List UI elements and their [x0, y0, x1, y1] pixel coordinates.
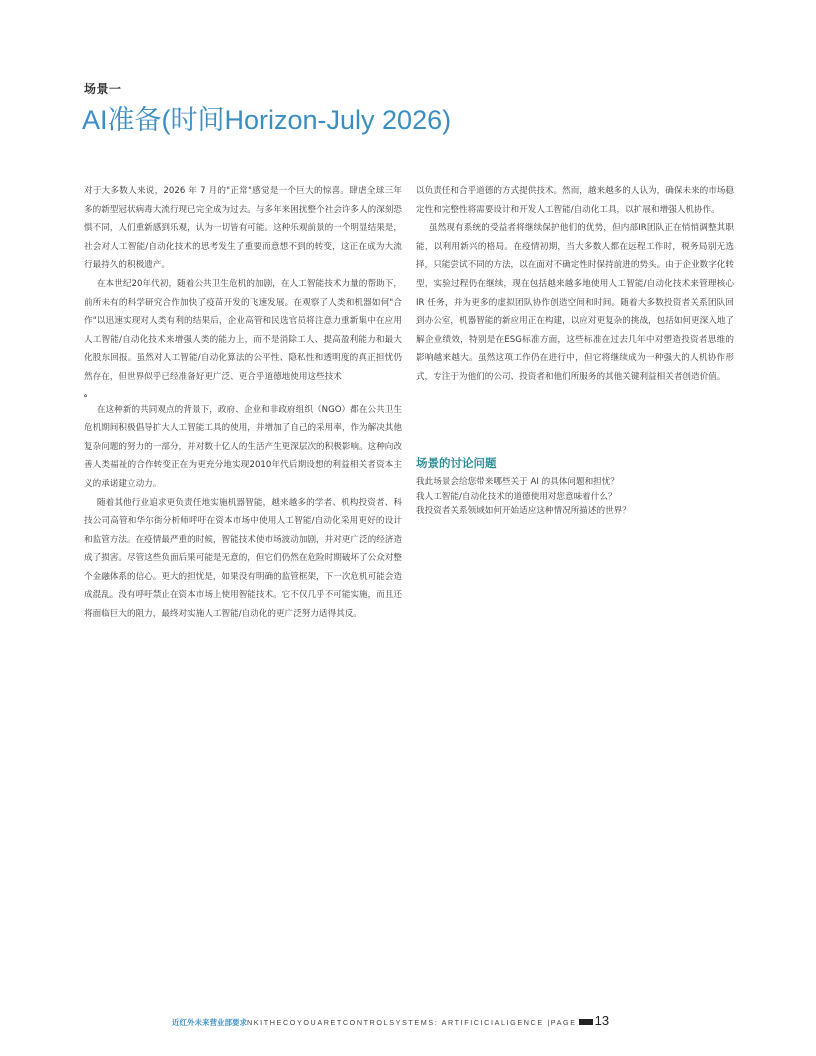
question-item: 我投资者关系领域如何开始适应这种情况所描述的世界？ [416, 506, 631, 517]
paragraph: 对于大多数人来说，2026 年 7 月的"正常"感觉是一个巨大的惊喜。肆虐全球三年多的新型冠状病毒大流行现已完全成为过去。与多年来困扰整个社会许多人的深刻恐惧不同，人们重新感到乐观，认为一切皆有可能。这种乐观前景的一个明显结果是，社会对人工智能/自动化技术的思考发生了重要而意想不到的转变，这正在成为大流行最持久的积极遗产。 [84, 186, 402, 271]
page-footer [172, 1010, 652, 1028]
discussion-heading: 场景的讨论问题 [416, 456, 497, 470]
paragraph: 在这种新的共同观点的背景下，政府、企业和非政府组织（NGO）都在公共卫生危机期间积极倡导扩大人工智能工具的使用，并增加了自己的采用率，作为解决其他复杂问题的努力的一部分，并对数十亿人的生活产生更深层次的积极影响。这种向改善人类福祉的合作转变正在为更充分地实现2010年代后期设想的利益相关者资本主义的承诺建立动力。 [84, 404, 402, 489]
question-item: 我人工智能/自动化技术的道德使用对您意味着什么？ [416, 491, 617, 502]
paragraph: 虽然现有系统的受益者将继续保护他们的优势，但内部IR团队正在悄悄调整其职能，以利用新兴的格局。在疫情初期，当大多数人都在远程工作时，税务局别无选择，只能尝试不同的方法，以在面对不确定性时保持前进的势头。由于企业数字化转型，实验过程仍在继续，现在包括越来越多地使用人工智能/自动化技术来管理核心 IR 任务，并为更多的虚拟团队协作创造空间和时间。随着大多数投资者关系团队回到办公室，机器智能的新应用正在构建，以应对更复杂的挑战，包括如何更深入地了解企业绩效，特别是在ESG标准方面，这些标准在过去几年中对塑造投资者思维的影响越来越大。虽然这项工作仍在进行中，但它将继续成为一种强大的人机协作形式，专注于为他们的公司、投资者和他们所服务的其他关键利益相关者创造价值。 [416, 223, 734, 382]
right-column [416, 182, 734, 387]
footer-en-text: NKITHECOYOUARETCONTROLSYSTEMS: ARTIFICICIALIGENCE |PAGE [247, 1018, 577, 1027]
discussion-questions [416, 455, 736, 519]
question-item: 我此场景会给您带来哪些关于 AI 的具体问题和担忧？ [416, 477, 619, 487]
left-column [84, 182, 402, 624]
scenario-kicker: 场景一 [84, 82, 122, 96]
paragraph: 在本世纪20年代初，随着公共卫生危机的加剧，在人工智能技术力量的帮助下，前所未有的科学研究合作加快了疫苗开发的飞速发展。在观察了人类和机器如何"合作"以迅速实现对人类有利的结果后，企业高管和民选官员将注意力重新集中在应用人工智能/自动化技术来增强人类的能力上，而不是消除工人、提高盈利能力和最大化股东回报。虽然对人工智能/自动化算法的公平性、隐私性和透明度的真正担忧仍然存在，但世界似乎已经准备好更广泛、更合乎道德地使用这些技术 [84, 278, 402, 382]
paragraph: 以负责任和合乎道德的方式提供技术。然而，越来越多的人认为，确保未来的市场稳定性和完整性将需要设计和开发人工智能/自动化工具，以扩展和增强人机协作。 [416, 186, 734, 215]
footer-cn-text: 近红外未来营业部要求 [172, 1018, 247, 1027]
paragraph: 随着其他行业追求更负责任地实施机器智能，越来越多的学者、机构投资者、科技公司高管和华尔街分析师呼吁在资本市场中使用人工智能/自动化采用更好的设计和监管方法。在疫情最严重的时候，智能技术使市场波动加剧，并对更广泛的经济造成了损害。尽管这些负面后果可能是无意的，但它们仍然在危险时期破坏了公众对整个金融体系的信心。更大的担忧是，如果没有明确的监管框架，下一次危机可能会造成混乱。没有呼吁禁止在资本市场上使用智能技术。它不仅几乎不可能实施，而且还将面临巨大的阻力，最终对实施人工智能/自动化的更广泛努力适得其反。 [84, 497, 402, 620]
page-number: 13 [594, 1013, 610, 1028]
page-title: AI准备(时间Horizon-July 2026) [82, 105, 452, 135]
footer-bar-icon [579, 1019, 593, 1025]
paragraph-fragment: 。 [84, 388, 93, 399]
